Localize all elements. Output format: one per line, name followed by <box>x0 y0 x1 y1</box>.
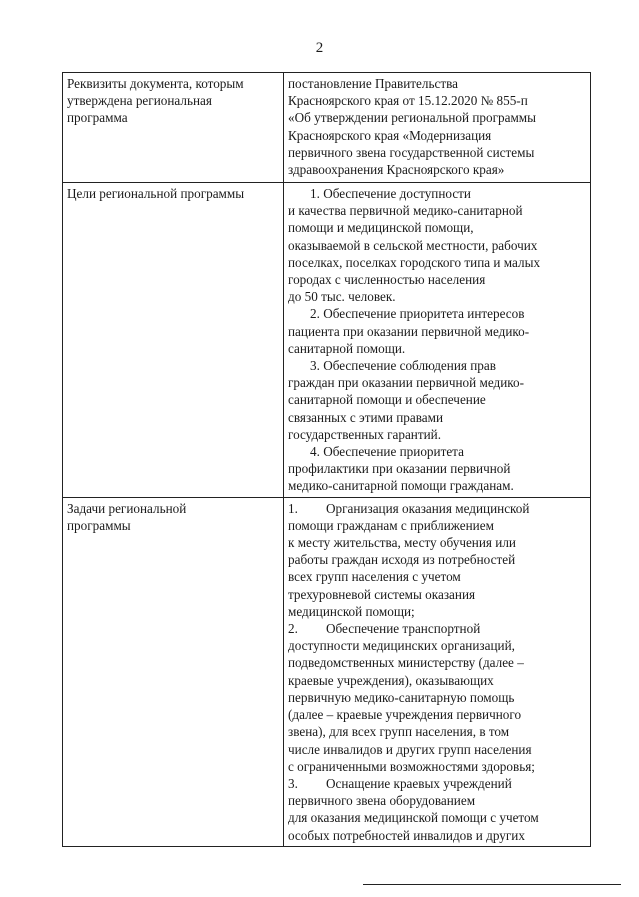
value-line: оказываемой в сельской местности, рабочих <box>288 237 538 253</box>
value-line: постановление Правительства <box>288 76 459 91</box>
value-line: санитарной помощи и обеспечение <box>288 392 486 408</box>
row-value-cell <box>284 183 591 498</box>
task-title: Обеспечение транспортной <box>326 621 481 637</box>
value-line: числе инвалидов и других групп населения <box>288 741 532 757</box>
value-line: Красноярского края от 15.12.2020 № 855-п <box>288 93 528 109</box>
task-2-line <box>288 620 586 637</box>
value-line: (далее – краевые учреждения первичного <box>288 707 522 723</box>
value-line: медицинской помощи; <box>288 603 415 619</box>
task-title: Организация оказания медицинской <box>326 500 530 516</box>
value-line: работы граждан исходя из потребностей <box>288 552 516 568</box>
row-value-cell <box>284 497 591 846</box>
label-line: программа <box>67 110 128 126</box>
value-line: первичного звена государственной системы <box>288 144 535 160</box>
value-line: краевые учреждения), оказывающих <box>288 672 494 688</box>
table-row <box>63 497 591 846</box>
value-line: поселках, поселках городского типа и малых <box>288 254 541 270</box>
value-line: к месту жительства, месту обучения или <box>288 535 516 551</box>
value-line: помощи и медицинской помощи, <box>288 220 474 236</box>
value-line: трехуровневой системы оказания <box>288 586 476 602</box>
label-line: программы <box>67 517 131 533</box>
label-line: утверждена региональная <box>67 93 212 109</box>
task-number: 3. <box>288 775 298 791</box>
value-line: подведомственных министерству (далее – <box>288 655 524 671</box>
value-line: всех групп населения с учетом <box>288 569 461 585</box>
row-label-cell <box>63 73 284 183</box>
value-line: профилактики при оказании первичной <box>288 461 511 477</box>
value-line: медико-санитарной помощи гражданам. <box>288 478 514 494</box>
task-3-line <box>288 775 586 792</box>
value-line: связанных с этими правами <box>288 409 444 425</box>
value-line: доступности медицинских организаций, <box>288 638 515 654</box>
label-line: Реквизиты документа, которым <box>67 76 244 91</box>
footer-rule <box>363 884 621 885</box>
table-row <box>63 183 591 498</box>
goal-4-line: 4. Обеспечение приоритета <box>310 444 464 460</box>
value-line: Красноярского края «Модернизация <box>288 127 492 143</box>
value-line: «Об утверждении региональной программы <box>288 110 537 126</box>
value-line: первичную медико-санитарную помощь <box>288 689 515 705</box>
table-row <box>63 73 591 183</box>
value-line: особых потребностей инвалидов и других <box>288 827 525 843</box>
row-label-cell <box>63 497 284 846</box>
page-number: 2 <box>315 40 324 56</box>
row-value-cell <box>284 73 591 183</box>
task-number: 1. <box>288 500 298 516</box>
value-line: с ограниченными возможностями здоровья; <box>288 758 535 774</box>
value-line: санитарной помощи. <box>288 340 406 356</box>
value-line: первичного звена оборудованием <box>288 793 476 809</box>
row-label-cell <box>63 183 284 498</box>
goal-3-line: 3. Обеспечение соблюдения прав <box>310 358 496 374</box>
goal-2-line: 2. Обеспечение приоритета интересов <box>310 306 525 322</box>
value-line: и качества первичной медико-санитарной <box>288 203 523 219</box>
value-line: граждан при оказании первичной медико- <box>288 375 525 391</box>
value-line: для оказания медицинской помощи с учетом <box>288 810 539 826</box>
program-requisites-table <box>62 72 591 847</box>
value-line: здравоохранения Красноярского края» <box>288 162 505 178</box>
task-1-line <box>288 500 586 517</box>
value-line: пациента при оказании первичной медико- <box>288 323 530 339</box>
value-line: государственных гарантий. <box>288 426 442 442</box>
goal-1-line: 1. Обеспечение доступности <box>310 186 471 201</box>
value-line: до 50 тыс. человек. <box>288 289 396 305</box>
value-line: помощи гражданам с приближением <box>288 517 494 533</box>
label-line: Задачи региональной <box>67 500 187 516</box>
value-line: городах с численностью населения <box>288 272 486 288</box>
value-line: звена), для всех групп населения, в том <box>288 724 510 740</box>
task-number: 2. <box>288 621 298 637</box>
task-title: Оснащение краевых учреждений <box>326 775 512 791</box>
label-line: Цели региональной программы <box>67 186 245 201</box>
